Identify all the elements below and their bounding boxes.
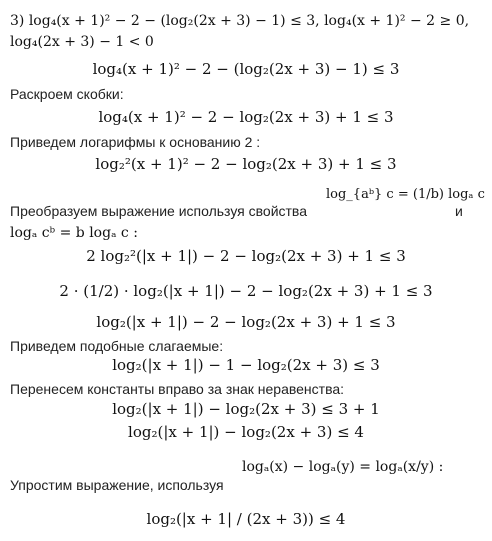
step-similar-terms-text: Приведем подобные слагаемые: xyxy=(10,338,224,354)
formula-original-inequality: log₄(x + 1)² − 2 − (log₂(2x + 3) − 1) ≤ 3 xyxy=(92,60,400,78)
property-log-power-arg: logₐ cᵇ = b logₐ c : xyxy=(10,225,138,241)
step-base-two-text: Приведем логарифмы к основанию 2 : xyxy=(10,134,261,150)
property-log-quotient: logₐ(x) − logₐ(y) = logₐ(x/y) : xyxy=(242,459,444,475)
formula-transformed-2: 2 · (1/2) · log₂(|x + 1|) − 2 − log₂(2x + 3) + 1 ≤ 3 xyxy=(59,282,433,300)
formula-constants-moved: log₂(|x + 1|) − log₂(2x + 3) ≤ 3 + 1 xyxy=(112,400,380,418)
formula-brackets-opened: log₄(x + 1)² − 2 − log₂(2x + 3) + 1 ≤ 3 xyxy=(98,108,394,126)
formula-base-two: log₂²(x + 1)² − 2 − log₂(2x + 3) + 1 ≤ 3 xyxy=(95,155,397,173)
formula-similar-terms: log₂(|x + 1|) − 1 − log₂(2x + 3) ≤ 3 xyxy=(112,356,380,374)
step-simplify-text: Упростим выражение, используя xyxy=(10,477,224,493)
formula-transformed-1: 2 log₂²(|x + 1|) − 2 − log₂(2x + 3) + 1 ≤ 3 xyxy=(86,247,406,265)
step-open-brackets-text: Раскроем скобки: xyxy=(10,86,124,102)
formula-transformed-3: log₂(|x + 1|) − 2 − log₂(2x + 3) + 1 ≤ 3 xyxy=(96,313,396,331)
formula-final: log₂(|x + 1| / (2x + 3)) ≤ 4 xyxy=(146,510,346,528)
formula-constants-summed: log₂(|x + 1|) − log₂(2x + 3) ≤ 4 xyxy=(128,423,364,441)
problem-statement-line-2: log₄(2x + 3) − 1 < 0 xyxy=(10,34,154,50)
step-transform-text: Преобразуем выражение используя свойства xyxy=(10,203,307,219)
conjunction-and: и xyxy=(455,203,463,219)
property-log-power-base: log_{aᵇ} c = (1/b) logₐ c xyxy=(326,187,485,202)
step-move-constants-text: Перенесем константы вправо за знак неравенства: xyxy=(10,381,345,397)
problem-statement-line-1: 3) log₄(x + 1)² − 2 − (log₂(2x + 3) − 1) ≤ 3, log₄(x + 1)² − 2 ≥ 0, xyxy=(10,13,470,29)
